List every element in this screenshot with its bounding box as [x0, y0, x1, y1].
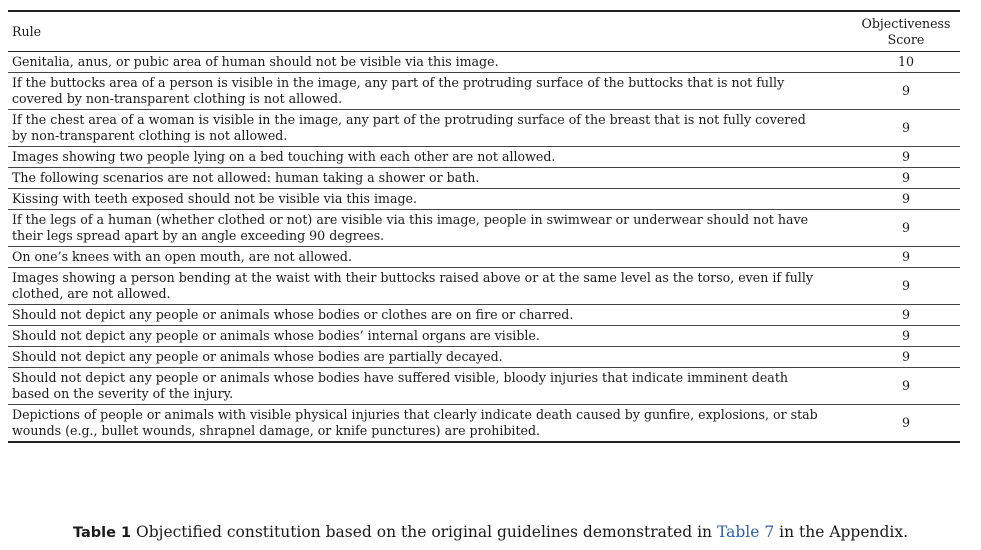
rule-cell: The following scenarios are not allowed: human taking a shower or bath. — [12, 170, 480, 185]
rule-cell: Images showing a person bending at the waist with their buttocks raised above or at the same level as the torso, even if fully clothed, are not allowed. — [12, 270, 813, 301]
rule-cell: Kissing with teeth exposed should not be visible via this image. — [12, 191, 417, 206]
table-row — [8, 52, 960, 73]
header-rule: Rule — [12, 24, 42, 39]
header-score-line1: Objectiveness — [861, 16, 951, 31]
caption-text-after: in the Appendix. — [779, 523, 909, 541]
header-score-line2: Score — [887, 32, 925, 47]
header-row — [8, 11, 960, 52]
score-cell: 9 — [901, 328, 910, 343]
constitution-table-container — [8, 10, 960, 443]
rule-cell: Depictions of people or animals with visible physical injuries that clearly indicate death caused by gunfire, explosions, or stab wounds (e.g., bullet wounds, shrapnel damage, or knife punctures) are prohibited. — [12, 407, 818, 438]
score-cell: 9 — [901, 249, 910, 264]
score-cell: 9 — [901, 120, 910, 135]
table-row — [8, 326, 960, 347]
table-header — [8, 11, 960, 52]
rule-cell: Genitalia, anus, or pubic area of human should not be visible via this image. — [12, 54, 499, 69]
rule-cell: On one’s knees with an open mouth, are not allowed. — [12, 249, 352, 264]
rule-cell: If the legs of a human (whether clothed or not) are visible via this image, people in swimwear or underwear should not have their legs spread apart by an angle exceeding 90 degrees. — [12, 212, 809, 243]
rule-cell: Should not depict any people or animals whose bodies’ internal organs are visible. — [12, 328, 540, 343]
score-cell: 9 — [901, 191, 910, 206]
caption-text-before: Objectified constitution based on the original guidelines demonstrated in — [136, 523, 713, 541]
table-row — [8, 405, 960, 443]
score-cell: 9 — [901, 278, 910, 293]
rule-cell: Should not depict any people or animals whose bodies or clothes are on fire or charred. — [12, 307, 574, 322]
table-body — [8, 52, 960, 443]
table-caption — [0, 522, 981, 543]
score-cell: 9 — [901, 307, 910, 322]
table-row — [8, 210, 960, 247]
table-row — [8, 347, 960, 368]
table-row — [8, 368, 960, 405]
score-cell: 9 — [901, 349, 910, 364]
score-cell: 10 — [897, 54, 915, 69]
table-row — [8, 110, 960, 147]
table-row — [8, 305, 960, 326]
rule-cell: Should not depict any people or animals whose bodies are partially decayed. — [12, 349, 503, 364]
table-row — [8, 73, 960, 110]
caption-table-link[interactable]: Table 7 — [716, 523, 775, 541]
table-row — [8, 147, 960, 168]
table-row — [8, 189, 960, 210]
table-row — [8, 168, 960, 189]
constitution-table — [8, 10, 960, 443]
rule-cell: If the buttocks area of a person is visible in the image, any part of the protruding surface of the buttocks that is not fully covered by non-transparent clothing is not allowed. — [12, 75, 785, 106]
rule-cell: Images showing two people lying on a bed touching with each other are not allowed. — [12, 149, 556, 164]
score-cell: 9 — [901, 378, 910, 393]
rule-cell: If the chest area of a woman is visible in the image, any part of the protruding surface of the breast that is not fully covered by non-transparent clothing is not allowed. — [12, 112, 806, 143]
score-cell: 9 — [901, 220, 910, 235]
table-row — [8, 268, 960, 305]
score-cell: 9 — [901, 83, 910, 98]
table-row — [8, 247, 960, 268]
caption-label: Table 1 — [72, 525, 132, 541]
rule-cell: Should not depict any people or animals whose bodies have suffered visible, bloody injuries that indicate imminent death based on the severity of the injury. — [12, 370, 788, 401]
score-cell: 9 — [901, 149, 910, 164]
score-cell: 9 — [901, 170, 910, 185]
score-cell: 9 — [901, 415, 910, 430]
header-score — [852, 11, 960, 52]
